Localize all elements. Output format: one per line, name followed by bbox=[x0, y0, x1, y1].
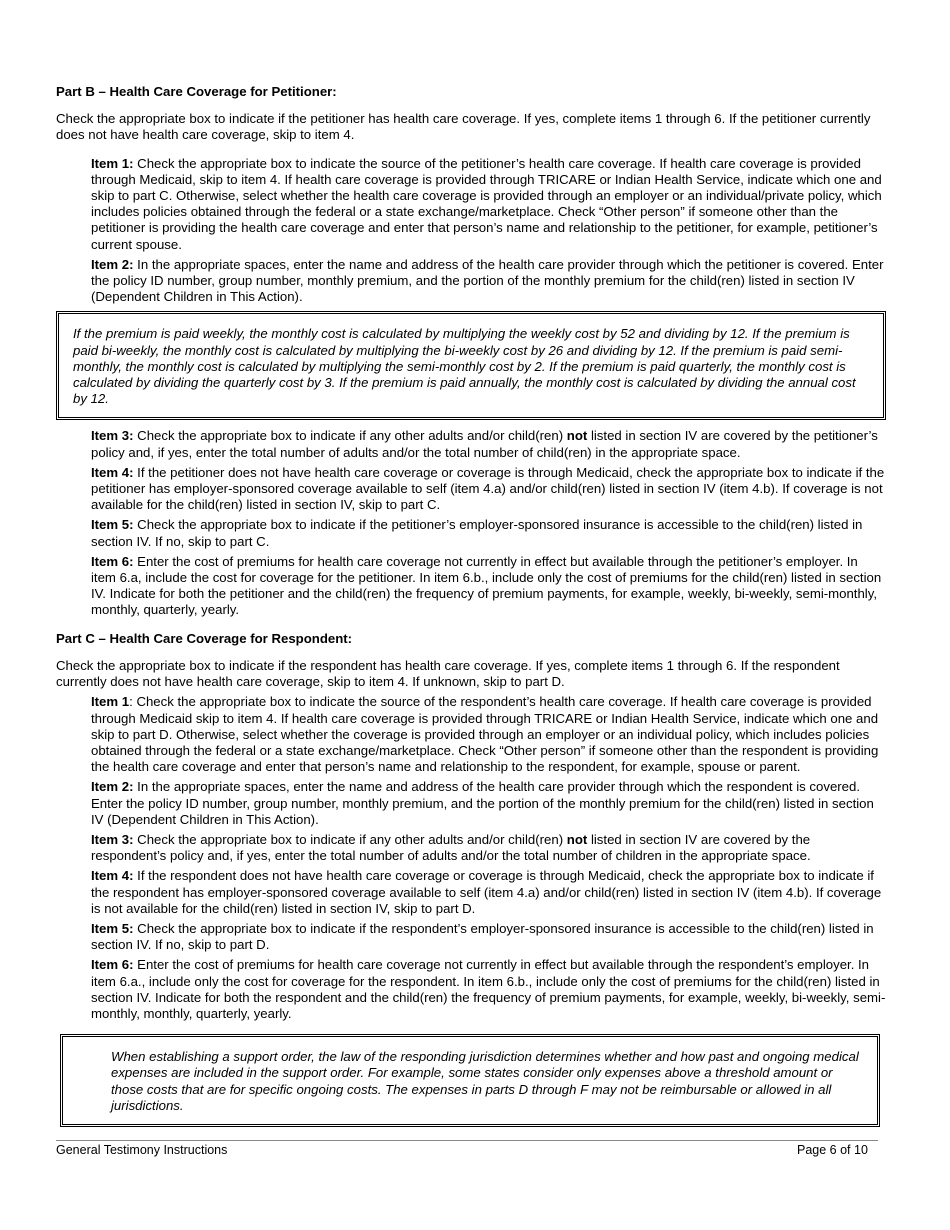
part-c-item-3 bbox=[91, 832, 886, 864]
item-label: Item 6: bbox=[91, 553, 134, 569]
item-text: listed in section IV are covered by the petitioner’s policy and, if yes, enter the total number of adults and/or the total number of child(ren) in the appropriate space. bbox=[91, 428, 878, 460]
item-text: In the appropriate spaces, enter the name and address of the health care provider through which the respondent is covered. Enter the policy ID number, group number, monthly premium, and the portion of the monthly premium for the child(ren) listed in section IV (Dependent Children in This Action). bbox=[91, 779, 874, 827]
page-number: Page 6 of 10 bbox=[797, 1143, 868, 1157]
item-text: In the appropriate spaces, enter the name and address of the health care provider through which the petitioner is covered. Enter the policy ID number, group number, monthly premium, and the portion of the monthly premium for the child(ren) listed in section IV (Dependent Children in This Action). bbox=[91, 256, 884, 305]
item-text: : Check the appropriate box to indicate the source of the respondent’s health care coverage. If health care coverage is provided through Medicaid skip to item 4. If health care coverage is provided through TRICARE or Indian Health Service, indicate which one and skip to part D. Otherwise, select whether the coverage is provided through an employer or an individual policy, which includes policies obtained through the federal or a state exchange/marketplace. Check “Other person” if someone other than the respondent is providing the health care coverage and enter that person’s name and relationship to the respondent, for example, spouse or parent. bbox=[91, 694, 879, 775]
part-b-intro: Check the appropriate box to indicate if the petitioner has health care coverage. If yes, complete items 1 through 6. If the petitioner currently does not have health care coverage, skip to item 4. bbox=[56, 111, 871, 143]
part-c-intro: Check the appropriate box to indicate if the respondent has health care coverage. If yes, complete items 1 through 6. If the respondent currently does not have health care coverage, skip to item 4. If unknown, skip to part D. bbox=[56, 657, 840, 690]
item-label: Item 1 bbox=[91, 694, 130, 710]
footer-divider bbox=[56, 1140, 878, 1141]
item-emphasis: not bbox=[566, 831, 588, 847]
item-text: Check the appropriate box to indicate if the respondent’s employer-sponsored insurance is accessible to the child(ren) listed in section IV. If no, skip to part D. bbox=[91, 920, 874, 953]
item-text: Check the appropriate box to indicate if any other adults and/or child(ren) bbox=[133, 428, 567, 444]
item-text: Enter the cost of premiums for health care coverage not currently in effect but available through the respondent’s employer. In item 6.a., include only the cost for coverage for the respondent. In item 6.b., include only the cost of premiums for the child(ren) listed in section IV. Indicate for both the respondent and the child(ren) the frequency of premium payments, for example, weekly, bi-weekly, semi-monthly, monthly, quarterly, yearly. bbox=[91, 957, 886, 1021]
item-label: Item 3: bbox=[91, 831, 134, 847]
premium-calculation-box: If the premium is paid weekly, the monthly cost is calculated by multiplying the weekly cost by 52 and dividing by 12. If the premium is paid bi-weekly, the monthly cost is calculated by multiplying the bi-weekly cost by 26 and dividing by 12. If the premium is paid semi-monthly, the monthly cost is calculated by multiplying the semi-monthly cost by 2. If the premium is paid quarterly, the monthly cost is calculated by dividing the quarterly cost by 3. If the premium is paid annually, the monthly cost is calculated by dividing the annual cost by 12. bbox=[56, 311, 886, 420]
item-label: Item 5: bbox=[91, 920, 134, 936]
item-text: listed in section IV are covered by the respondent’s policy and, if yes, enter the total number of adults and/or the total number of children in the appropriate space. bbox=[91, 831, 811, 864]
item-text: Check the appropriate box to indicate if any other adults and/or child(ren) bbox=[133, 831, 567, 847]
item-label: Item 4: bbox=[91, 868, 134, 884]
part-b-item-5 bbox=[91, 517, 886, 549]
item-text: If the respondent does not have health care coverage or coverage is through Medicaid, check the appropriate box to indicate if the respondent has employer-sponsored coverage available to self (item 4.a) and/or child(ren) listed in section IV (item 4.b). If coverage is not available for the child(ren) listed in section IV, skip to part D. bbox=[91, 868, 882, 916]
item-label: Item 3: bbox=[91, 428, 134, 444]
part-b-heading: Part B – Health Care Coverage for Petitioner: bbox=[56, 84, 337, 99]
item-text: If the petitioner does not have health care coverage or coverage is through Medicaid, check the appropriate box to indicate if the petitioner has employer-sponsored coverage available to self (item 4.a) and/or child(ren) listed in section IV (item 4.b). If coverage is not available for the child(ren) listed in section IV, skip to part C. bbox=[91, 464, 885, 513]
footer-title: General Testimony Instructions bbox=[56, 1143, 228, 1157]
item-label: Item 1: bbox=[91, 155, 134, 171]
part-c-heading: Part C – Health Care Coverage for Respondent: bbox=[56, 630, 353, 646]
part-c-item-2 bbox=[91, 779, 886, 828]
item-text: Check the appropriate box to indicate if the petitioner’s employer-sponsored insurance is accessible to the child(ren) listed in section IV. If no, skip to part C. bbox=[91, 517, 863, 549]
part-b-item-2 bbox=[91, 257, 886, 306]
item-label: Item 5: bbox=[91, 517, 134, 533]
part-c-item-5 bbox=[91, 921, 886, 953]
part-c-item-4 bbox=[91, 868, 886, 917]
part-b-item-1 bbox=[91, 156, 886, 253]
part-b-item-4 bbox=[91, 465, 886, 514]
part-b-item-3 bbox=[91, 428, 886, 460]
document-page bbox=[56, 84, 886, 1127]
part-c-item-1 bbox=[91, 694, 886, 775]
item-label: Item 2: bbox=[91, 256, 134, 272]
item-label: Item 6: bbox=[91, 957, 134, 973]
item-text: Enter the cost of premiums for health care coverage not currently in effect but available through the petitioner’s employer. In item 6.a, include the cost for coverage for the petitioner. In item 6.b., include only the cost of premiums for the child(ren) listed in section IV. Indicate for both the petitioner and the child(ren) the frequency of premium payments, for example, weekly, bi-weekly, semi-monthly, monthly, quarterly, yearly. bbox=[91, 553, 882, 618]
item-emphasis: not bbox=[566, 428, 588, 444]
part-c-item-6 bbox=[91, 957, 886, 1022]
medical-expenses-note-box: When establishing a support order, the law of the responding jurisdiction determines whether and how past and ongoing medical expenses are included in the support order. For example, some states consider only expenses above a threshold amount or those costs that are for specific ongoing costs. The expenses in parts D through F may not be reimbursable or allowed in all jurisdictions. bbox=[60, 1034, 880, 1127]
part-b-item-6 bbox=[91, 554, 886, 619]
item-label: Item 4: bbox=[91, 464, 134, 480]
item-label: Item 2: bbox=[91, 779, 134, 795]
item-text: Check the appropriate box to indicate the source of the petitioner’s health care coverage. If health care coverage is provided through Medicaid, skip to item 4. If health care coverage is provided through TRICARE or Indian Health Service, indicate which one and skip to part C. Otherwise, select whether the health care coverage is provided through an employer or an individual/private policy, which includes policies obtained through the federal or a state exchange/marketplace. Check “Other person” if someone other than the petitioner is providing the health care coverage and enter that person’s name and relationship to the petitioner, for example, petitioner’s current spouse. bbox=[91, 155, 882, 252]
